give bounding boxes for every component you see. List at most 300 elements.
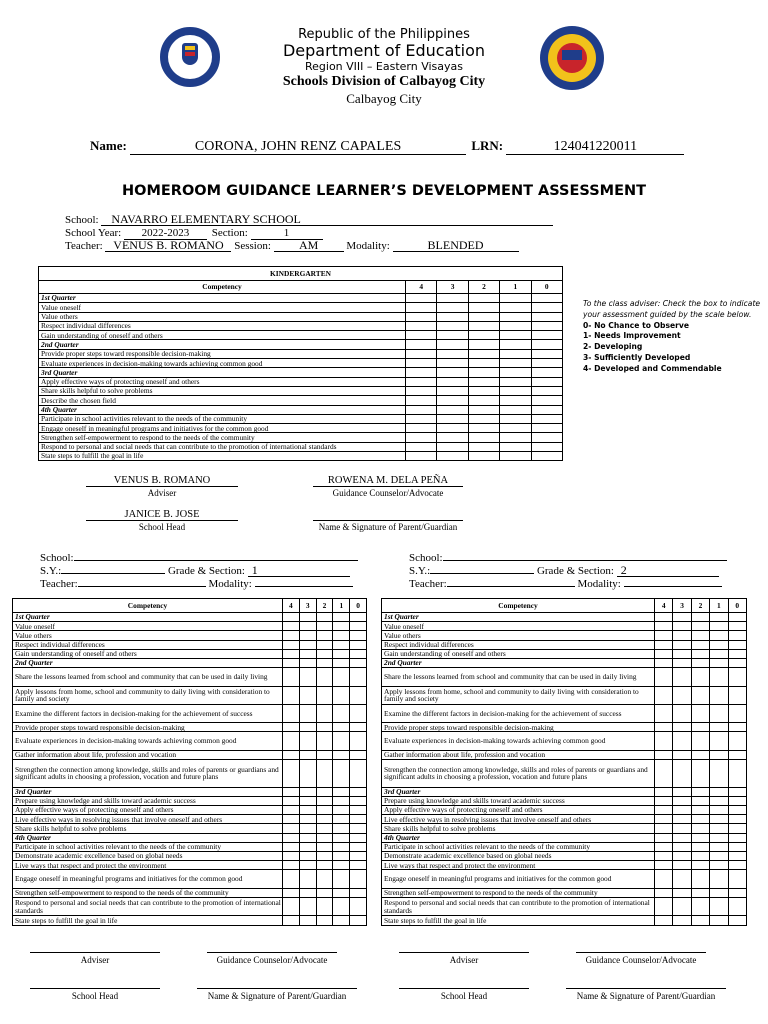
rating-checkbox[interactable] bbox=[299, 613, 316, 622]
signature-line[interactable] bbox=[197, 980, 357, 989]
rating-checkbox[interactable] bbox=[728, 732, 746, 750]
rating-checkbox[interactable] bbox=[710, 861, 728, 870]
rating-checkbox[interactable] bbox=[350, 787, 367, 796]
rating-checkbox[interactable] bbox=[437, 414, 468, 423]
rating-checkbox[interactable] bbox=[283, 622, 300, 631]
rating-checkbox[interactable] bbox=[691, 723, 709, 732]
rating-checkbox[interactable] bbox=[710, 824, 728, 833]
rating-checkbox[interactable] bbox=[299, 686, 316, 704]
rating-checkbox[interactable] bbox=[673, 649, 691, 658]
rating-checkbox[interactable] bbox=[691, 686, 709, 704]
rating-checkbox[interactable] bbox=[728, 870, 746, 888]
rating-checkbox[interactable] bbox=[468, 396, 499, 405]
rating-checkbox[interactable] bbox=[531, 359, 562, 368]
rating-checkbox[interactable] bbox=[691, 916, 709, 925]
rating-checkbox[interactable] bbox=[710, 851, 728, 860]
rating-checkbox[interactable] bbox=[283, 787, 300, 796]
rating-checkbox[interactable] bbox=[500, 396, 531, 405]
rating-checkbox[interactable] bbox=[531, 331, 562, 340]
rating-checkbox[interactable] bbox=[728, 861, 746, 870]
rating-checkbox[interactable] bbox=[655, 704, 673, 722]
rating-checkbox[interactable] bbox=[333, 750, 350, 759]
rating-checkbox[interactable] bbox=[728, 851, 746, 860]
rating-checkbox[interactable] bbox=[283, 631, 300, 640]
rating-checkbox[interactable] bbox=[437, 340, 468, 349]
rating-checkbox[interactable] bbox=[500, 424, 531, 433]
rating-checkbox[interactable] bbox=[299, 750, 316, 759]
rating-checkbox[interactable] bbox=[673, 815, 691, 824]
rating-checkbox[interactable] bbox=[468, 321, 499, 330]
rating-checkbox[interactable] bbox=[468, 386, 499, 395]
rating-checkbox[interactable] bbox=[333, 622, 350, 631]
rating-checkbox[interactable] bbox=[437, 452, 468, 461]
rating-checkbox[interactable] bbox=[316, 640, 333, 649]
rating-checkbox[interactable] bbox=[710, 796, 728, 805]
rating-checkbox[interactable] bbox=[350, 842, 367, 851]
rating-checkbox[interactable] bbox=[333, 613, 350, 622]
rating-checkbox[interactable] bbox=[333, 870, 350, 888]
rating-checkbox[interactable] bbox=[655, 658, 673, 667]
signature-line[interactable] bbox=[30, 980, 160, 989]
rating-checkbox[interactable] bbox=[350, 668, 367, 686]
rating-checkbox[interactable] bbox=[437, 386, 468, 395]
rating-checkbox[interactable] bbox=[655, 613, 673, 622]
rating-checkbox[interactable] bbox=[728, 631, 746, 640]
rating-checkbox[interactable] bbox=[710, 649, 728, 658]
rating-checkbox[interactable] bbox=[350, 870, 367, 888]
rating-checkbox[interactable] bbox=[406, 396, 437, 405]
rating-checkbox[interactable] bbox=[691, 704, 709, 722]
rating-checkbox[interactable] bbox=[710, 888, 728, 897]
rating-checkbox[interactable] bbox=[333, 732, 350, 750]
rating-checkbox[interactable] bbox=[728, 668, 746, 686]
rating-checkbox[interactable] bbox=[673, 787, 691, 796]
rating-checkbox[interactable] bbox=[691, 870, 709, 888]
rating-checkbox[interactable] bbox=[691, 658, 709, 667]
rating-checkbox[interactable] bbox=[531, 377, 562, 386]
rating-checkbox[interactable] bbox=[316, 760, 333, 788]
rating-checkbox[interactable] bbox=[350, 732, 367, 750]
rating-checkbox[interactable] bbox=[316, 732, 333, 750]
rating-checkbox[interactable] bbox=[728, 888, 746, 897]
rating-checkbox[interactable] bbox=[299, 861, 316, 870]
rating-checkbox[interactable] bbox=[437, 368, 468, 377]
rating-checkbox[interactable] bbox=[728, 815, 746, 824]
rating-checkbox[interactable] bbox=[437, 396, 468, 405]
rating-checkbox[interactable] bbox=[728, 824, 746, 833]
sy-blank[interactable] bbox=[430, 563, 534, 574]
signature-line[interactable] bbox=[576, 944, 706, 953]
rating-checkbox[interactable] bbox=[437, 349, 468, 358]
rating-checkbox[interactable] bbox=[655, 815, 673, 824]
rating-checkbox[interactable] bbox=[350, 723, 367, 732]
rating-checkbox[interactable] bbox=[728, 796, 746, 805]
rating-checkbox[interactable] bbox=[710, 760, 728, 788]
rating-checkbox[interactable] bbox=[350, 622, 367, 631]
rating-checkbox[interactable] bbox=[673, 888, 691, 897]
rating-checkbox[interactable] bbox=[316, 613, 333, 622]
rating-checkbox[interactable] bbox=[691, 824, 709, 833]
rating-checkbox[interactable] bbox=[673, 750, 691, 759]
rating-checkbox[interactable] bbox=[283, 897, 300, 915]
rating-checkbox[interactable] bbox=[468, 294, 499, 303]
rating-checkbox[interactable] bbox=[673, 622, 691, 631]
rating-checkbox[interactable] bbox=[283, 750, 300, 759]
rating-checkbox[interactable] bbox=[437, 294, 468, 303]
rating-checkbox[interactable] bbox=[655, 861, 673, 870]
rating-checkbox[interactable] bbox=[283, 851, 300, 860]
signature-line[interactable] bbox=[30, 944, 160, 953]
signature-line[interactable] bbox=[207, 944, 337, 953]
rating-checkbox[interactable] bbox=[673, 640, 691, 649]
rating-checkbox[interactable] bbox=[691, 668, 709, 686]
rating-checkbox[interactable] bbox=[468, 424, 499, 433]
rating-checkbox[interactable] bbox=[710, 787, 728, 796]
rating-checkbox[interactable] bbox=[350, 750, 367, 759]
rating-checkbox[interactable] bbox=[500, 303, 531, 312]
rating-checkbox[interactable] bbox=[283, 686, 300, 704]
rating-checkbox[interactable] bbox=[316, 833, 333, 842]
rating-checkbox[interactable] bbox=[283, 668, 300, 686]
rating-checkbox[interactable] bbox=[655, 622, 673, 631]
rating-checkbox[interactable] bbox=[468, 442, 499, 451]
rating-checkbox[interactable] bbox=[691, 613, 709, 622]
rating-checkbox[interactable] bbox=[333, 916, 350, 925]
rating-checkbox[interactable] bbox=[691, 732, 709, 750]
rating-checkbox[interactable] bbox=[673, 824, 691, 833]
rating-checkbox[interactable] bbox=[299, 842, 316, 851]
rating-checkbox[interactable] bbox=[673, 851, 691, 860]
rating-checkbox[interactable] bbox=[691, 631, 709, 640]
rating-checkbox[interactable] bbox=[299, 649, 316, 658]
rating-checkbox[interactable] bbox=[350, 704, 367, 722]
rating-checkbox[interactable] bbox=[316, 631, 333, 640]
rating-checkbox[interactable] bbox=[316, 658, 333, 667]
rating-checkbox[interactable] bbox=[316, 824, 333, 833]
rating-checkbox[interactable] bbox=[710, 613, 728, 622]
rating-checkbox[interactable] bbox=[350, 888, 367, 897]
teacher-blank[interactable] bbox=[78, 576, 206, 587]
rating-checkbox[interactable] bbox=[468, 340, 499, 349]
rating-checkbox[interactable] bbox=[673, 631, 691, 640]
rating-checkbox[interactable] bbox=[710, 916, 728, 925]
rating-checkbox[interactable] bbox=[710, 622, 728, 631]
rating-checkbox[interactable] bbox=[299, 668, 316, 686]
rating-checkbox[interactable] bbox=[350, 631, 367, 640]
rating-checkbox[interactable] bbox=[728, 833, 746, 842]
rating-checkbox[interactable] bbox=[350, 916, 367, 925]
rating-checkbox[interactable] bbox=[283, 806, 300, 815]
rating-checkbox[interactable] bbox=[500, 349, 531, 358]
rating-checkbox[interactable] bbox=[728, 622, 746, 631]
rating-checkbox[interactable] bbox=[691, 622, 709, 631]
rating-checkbox[interactable] bbox=[728, 760, 746, 788]
rating-checkbox[interactable] bbox=[316, 916, 333, 925]
rating-checkbox[interactable] bbox=[299, 622, 316, 631]
rating-checkbox[interactable] bbox=[728, 787, 746, 796]
rating-checkbox[interactable] bbox=[500, 368, 531, 377]
rating-checkbox[interactable] bbox=[655, 750, 673, 759]
rating-checkbox[interactable] bbox=[468, 433, 499, 442]
rating-checkbox[interactable] bbox=[350, 640, 367, 649]
rating-checkbox[interactable] bbox=[333, 649, 350, 658]
rating-checkbox[interactable] bbox=[437, 442, 468, 451]
rating-checkbox[interactable] bbox=[333, 796, 350, 805]
rating-checkbox[interactable] bbox=[406, 331, 437, 340]
rating-checkbox[interactable] bbox=[728, 750, 746, 759]
rating-checkbox[interactable] bbox=[333, 686, 350, 704]
rating-checkbox[interactable] bbox=[283, 649, 300, 658]
rating-checkbox[interactable] bbox=[333, 842, 350, 851]
rating-checkbox[interactable] bbox=[710, 750, 728, 759]
rating-checkbox[interactable] bbox=[655, 649, 673, 658]
rating-checkbox[interactable] bbox=[350, 760, 367, 788]
rating-checkbox[interactable] bbox=[299, 851, 316, 860]
rating-checkbox[interactable] bbox=[406, 377, 437, 386]
rating-checkbox[interactable] bbox=[406, 349, 437, 358]
rating-checkbox[interactable] bbox=[299, 888, 316, 897]
rating-checkbox[interactable] bbox=[468, 303, 499, 312]
rating-checkbox[interactable] bbox=[673, 760, 691, 788]
rating-checkbox[interactable] bbox=[673, 870, 691, 888]
rating-checkbox[interactable] bbox=[283, 916, 300, 925]
rating-checkbox[interactable] bbox=[406, 294, 437, 303]
rating-checkbox[interactable] bbox=[531, 396, 562, 405]
rating-checkbox[interactable] bbox=[710, 842, 728, 851]
rating-checkbox[interactable] bbox=[710, 723, 728, 732]
rating-checkbox[interactable] bbox=[655, 870, 673, 888]
rating-checkbox[interactable] bbox=[673, 861, 691, 870]
rating-checkbox[interactable] bbox=[299, 806, 316, 815]
rating-checkbox[interactable] bbox=[283, 815, 300, 824]
rating-checkbox[interactable] bbox=[655, 833, 673, 842]
rating-checkbox[interactable] bbox=[350, 686, 367, 704]
rating-checkbox[interactable] bbox=[468, 452, 499, 461]
rating-checkbox[interactable] bbox=[350, 833, 367, 842]
rating-checkbox[interactable] bbox=[655, 668, 673, 686]
signature-line[interactable] bbox=[566, 980, 726, 989]
rating-checkbox[interactable] bbox=[299, 870, 316, 888]
rating-checkbox[interactable] bbox=[299, 723, 316, 732]
rating-checkbox[interactable] bbox=[728, 686, 746, 704]
rating-checkbox[interactable] bbox=[673, 723, 691, 732]
rating-checkbox[interactable] bbox=[655, 842, 673, 851]
rating-checkbox[interactable] bbox=[406, 442, 437, 451]
rating-checkbox[interactable] bbox=[673, 897, 691, 915]
rating-checkbox[interactable] bbox=[316, 851, 333, 860]
rating-checkbox[interactable] bbox=[299, 760, 316, 788]
rating-checkbox[interactable] bbox=[437, 433, 468, 442]
rating-checkbox[interactable] bbox=[333, 723, 350, 732]
modality-blank[interactable] bbox=[255, 576, 353, 587]
rating-checkbox[interactable] bbox=[299, 704, 316, 722]
rating-checkbox[interactable] bbox=[655, 631, 673, 640]
rating-checkbox[interactable] bbox=[673, 806, 691, 815]
rating-checkbox[interactable] bbox=[468, 377, 499, 386]
rating-checkbox[interactable] bbox=[500, 442, 531, 451]
rating-checkbox[interactable] bbox=[406, 433, 437, 442]
rating-checkbox[interactable] bbox=[283, 824, 300, 833]
sy-blank[interactable] bbox=[61, 563, 165, 574]
school-blank[interactable] bbox=[74, 550, 358, 561]
rating-checkbox[interactable] bbox=[728, 916, 746, 925]
rating-checkbox[interactable] bbox=[316, 686, 333, 704]
rating-checkbox[interactable] bbox=[728, 704, 746, 722]
rating-checkbox[interactable] bbox=[710, 640, 728, 649]
rating-checkbox[interactable] bbox=[437, 321, 468, 330]
rating-checkbox[interactable] bbox=[691, 897, 709, 915]
rating-checkbox[interactable] bbox=[316, 796, 333, 805]
rating-checkbox[interactable] bbox=[468, 405, 499, 414]
rating-checkbox[interactable] bbox=[350, 658, 367, 667]
rating-checkbox[interactable] bbox=[283, 640, 300, 649]
rating-checkbox[interactable] bbox=[673, 704, 691, 722]
rating-checkbox[interactable] bbox=[333, 833, 350, 842]
rating-checkbox[interactable] bbox=[710, 897, 728, 915]
rating-checkbox[interactable] bbox=[710, 686, 728, 704]
rating-checkbox[interactable] bbox=[710, 704, 728, 722]
rating-checkbox[interactable] bbox=[728, 806, 746, 815]
rating-checkbox[interactable] bbox=[691, 796, 709, 805]
signature-line[interactable] bbox=[399, 980, 529, 989]
rating-checkbox[interactable] bbox=[283, 723, 300, 732]
rating-checkbox[interactable] bbox=[531, 452, 562, 461]
rating-checkbox[interactable] bbox=[691, 787, 709, 796]
rating-checkbox[interactable] bbox=[710, 668, 728, 686]
rating-checkbox[interactable] bbox=[673, 842, 691, 851]
rating-checkbox[interactable] bbox=[350, 897, 367, 915]
rating-checkbox[interactable] bbox=[350, 851, 367, 860]
rating-checkbox[interactable] bbox=[316, 815, 333, 824]
rating-checkbox[interactable] bbox=[333, 806, 350, 815]
rating-checkbox[interactable] bbox=[728, 723, 746, 732]
rating-checkbox[interactable] bbox=[406, 368, 437, 377]
rating-checkbox[interactable] bbox=[299, 833, 316, 842]
rating-checkbox[interactable] bbox=[333, 658, 350, 667]
rating-checkbox[interactable] bbox=[500, 405, 531, 414]
rating-checkbox[interactable] bbox=[531, 349, 562, 358]
rating-checkbox[interactable] bbox=[406, 340, 437, 349]
rating-checkbox[interactable] bbox=[531, 433, 562, 442]
rating-checkbox[interactable] bbox=[728, 842, 746, 851]
rating-checkbox[interactable] bbox=[655, 888, 673, 897]
rating-checkbox[interactable] bbox=[500, 433, 531, 442]
modality-blank[interactable] bbox=[624, 576, 722, 587]
rating-checkbox[interactable] bbox=[406, 414, 437, 423]
rating-checkbox[interactable] bbox=[691, 649, 709, 658]
rating-checkbox[interactable] bbox=[437, 359, 468, 368]
rating-checkbox[interactable] bbox=[299, 640, 316, 649]
rating-checkbox[interactable] bbox=[710, 870, 728, 888]
rating-checkbox[interactable] bbox=[316, 649, 333, 658]
rating-checkbox[interactable] bbox=[655, 723, 673, 732]
rating-checkbox[interactable] bbox=[333, 897, 350, 915]
rating-checkbox[interactable] bbox=[299, 787, 316, 796]
rating-checkbox[interactable] bbox=[673, 732, 691, 750]
rating-checkbox[interactable] bbox=[710, 806, 728, 815]
rating-checkbox[interactable] bbox=[500, 386, 531, 395]
rating-checkbox[interactable] bbox=[350, 824, 367, 833]
rating-checkbox[interactable] bbox=[283, 613, 300, 622]
rating-checkbox[interactable] bbox=[333, 760, 350, 788]
rating-checkbox[interactable] bbox=[691, 842, 709, 851]
rating-checkbox[interactable] bbox=[299, 824, 316, 833]
rating-checkbox[interactable] bbox=[710, 631, 728, 640]
rating-checkbox[interactable] bbox=[655, 897, 673, 915]
rating-checkbox[interactable] bbox=[283, 833, 300, 842]
rating-checkbox[interactable] bbox=[406, 405, 437, 414]
rating-checkbox[interactable] bbox=[500, 359, 531, 368]
rating-checkbox[interactable] bbox=[655, 851, 673, 860]
rating-checkbox[interactable] bbox=[437, 331, 468, 340]
rating-checkbox[interactable] bbox=[500, 331, 531, 340]
rating-checkbox[interactable] bbox=[333, 631, 350, 640]
rating-checkbox[interactable] bbox=[316, 622, 333, 631]
rating-checkbox[interactable] bbox=[710, 815, 728, 824]
rating-checkbox[interactable] bbox=[655, 824, 673, 833]
rating-checkbox[interactable] bbox=[691, 640, 709, 649]
rating-checkbox[interactable] bbox=[406, 312, 437, 321]
rating-checkbox[interactable] bbox=[283, 704, 300, 722]
rating-checkbox[interactable] bbox=[333, 851, 350, 860]
rating-checkbox[interactable] bbox=[350, 861, 367, 870]
rating-checkbox[interactable] bbox=[283, 888, 300, 897]
rating-checkbox[interactable] bbox=[316, 668, 333, 686]
rating-checkbox[interactable] bbox=[406, 359, 437, 368]
rating-checkbox[interactable] bbox=[316, 787, 333, 796]
rating-checkbox[interactable] bbox=[350, 649, 367, 658]
rating-checkbox[interactable] bbox=[316, 897, 333, 915]
rating-checkbox[interactable] bbox=[406, 321, 437, 330]
rating-checkbox[interactable] bbox=[299, 916, 316, 925]
rating-checkbox[interactable] bbox=[406, 452, 437, 461]
rating-checkbox[interactable] bbox=[728, 613, 746, 622]
rating-checkbox[interactable] bbox=[283, 732, 300, 750]
rating-checkbox[interactable] bbox=[406, 386, 437, 395]
rating-checkbox[interactable] bbox=[406, 424, 437, 433]
rating-checkbox[interactable] bbox=[655, 806, 673, 815]
rating-checkbox[interactable] bbox=[333, 861, 350, 870]
rating-checkbox[interactable] bbox=[673, 658, 691, 667]
rating-checkbox[interactable] bbox=[333, 704, 350, 722]
signature-line[interactable] bbox=[399, 944, 529, 953]
rating-checkbox[interactable] bbox=[299, 815, 316, 824]
rating-checkbox[interactable] bbox=[710, 732, 728, 750]
rating-checkbox[interactable] bbox=[531, 442, 562, 451]
rating-checkbox[interactable] bbox=[531, 414, 562, 423]
rating-checkbox[interactable] bbox=[283, 658, 300, 667]
rating-checkbox[interactable] bbox=[531, 405, 562, 414]
rating-checkbox[interactable] bbox=[333, 824, 350, 833]
rating-checkbox[interactable] bbox=[468, 349, 499, 358]
rating-checkbox[interactable] bbox=[316, 750, 333, 759]
rating-checkbox[interactable] bbox=[333, 815, 350, 824]
rating-checkbox[interactable] bbox=[500, 340, 531, 349]
rating-checkbox[interactable] bbox=[333, 888, 350, 897]
rating-checkbox[interactable] bbox=[283, 796, 300, 805]
rating-checkbox[interactable] bbox=[316, 861, 333, 870]
rating-checkbox[interactable] bbox=[299, 631, 316, 640]
rating-checkbox[interactable] bbox=[333, 640, 350, 649]
rating-checkbox[interactable] bbox=[468, 368, 499, 377]
rating-checkbox[interactable] bbox=[437, 377, 468, 386]
rating-checkbox[interactable] bbox=[531, 303, 562, 312]
rating-checkbox[interactable] bbox=[333, 668, 350, 686]
rating-checkbox[interactable] bbox=[283, 861, 300, 870]
rating-checkbox[interactable] bbox=[691, 861, 709, 870]
rating-checkbox[interactable] bbox=[655, 732, 673, 750]
rating-checkbox[interactable] bbox=[283, 870, 300, 888]
